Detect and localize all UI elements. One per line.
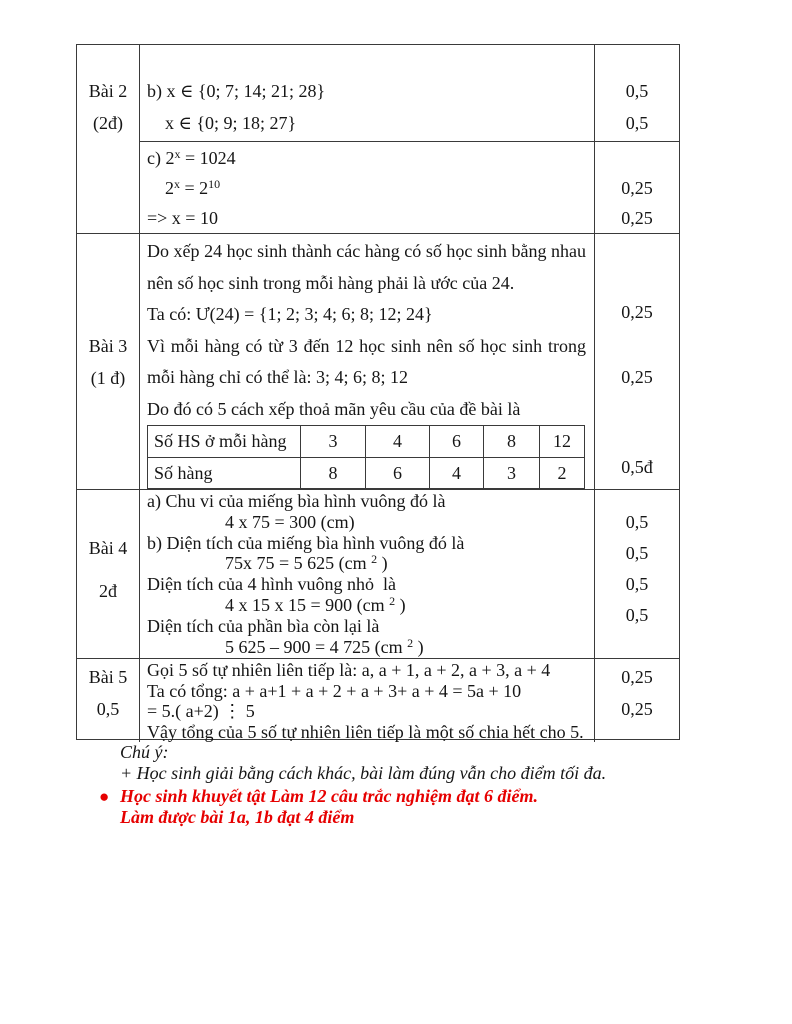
arrangement-cell: 6 [365, 458, 429, 488]
score-value: 0,25 [621, 178, 653, 198]
bai5-solution-cell [140, 659, 595, 742]
table-row-bai3 [77, 233, 679, 489]
solution-line: => x = 10 [147, 208, 218, 228]
arrangement-cell: 2 [539, 458, 584, 488]
table-row-bai2 [77, 45, 679, 233]
superscript: 2 [407, 635, 414, 650]
bai2-label: Bài 2 [88, 81, 128, 101]
arrangement-cell: 12 [539, 426, 584, 457]
solution-line: = 5.( a+2) ⋮ 5 [147, 701, 255, 722]
solution-line: b) Diện tích của miếng bìa hình vuông đó là [147, 532, 465, 553]
score-value: 0,5 [625, 574, 649, 594]
bai2b-solution-cell [140, 45, 595, 141]
bai5-points: 0,5 [96, 699, 120, 719]
bai4-score-cell [595, 490, 679, 658]
arrangement-cell: 3 [483, 458, 539, 488]
score-value: 0,5 [625, 113, 649, 133]
bai2-subrow-c [140, 141, 679, 233]
superscript: 10 [208, 177, 221, 191]
arrangement-cell: 4 [365, 426, 429, 457]
solution-line: 4 x 75 = 300 (cm) [225, 511, 355, 532]
solution-line: Ta có tổng: a + a+1 + a + 2 + a + 3+ a + 4 = 5a + 10 [147, 680, 522, 701]
bai3-solution-cell [140, 234, 595, 489]
solution-line: Gọi 5 số tự nhiên liên tiếp là: a, a + 1, a + 2, a + 3, a + 4 [147, 660, 551, 680]
arrangement-header: Số hàng [154, 463, 213, 483]
bai4-label: Bài 4 [88, 538, 128, 558]
score-value: 0,5đ [621, 457, 653, 477]
score-value: 0,5 [625, 605, 649, 625]
solution-line: 75x 75 = 5 625 (cm $^2$ ) [225, 552, 388, 574]
bai3-points: (1 đ) [90, 368, 126, 388]
notes-title: Chú ý: [120, 742, 169, 762]
notes-line: + Học sinh giải bằng cách khác, bài làm đúng vẫn cho điểm tối đa. [120, 763, 607, 783]
superscript: 2 [389, 593, 396, 608]
score-value: 0,25 [621, 699, 653, 719]
solution-line: a) Chu vi của miếng bìa hình vuông đó là [147, 491, 446, 511]
score-value: 0,25 [621, 302, 653, 322]
bai4-solution-cell [140, 490, 595, 658]
table-row-bai4 [77, 489, 679, 658]
superscript: 2 [371, 552, 378, 567]
bai2b-score-cell [595, 45, 679, 141]
arrangement-cell: 8 [483, 426, 539, 457]
bai5-label: Bài 5 [88, 667, 128, 687]
arrangement-table [147, 425, 585, 489]
bai2c-solution-cell [140, 142, 595, 233]
bai4-label-cell [77, 490, 140, 658]
score-value: 0,25 [621, 208, 653, 228]
note-bullet-text: Làm được bài 1a, 1b đạt 4 điểm [120, 807, 355, 827]
solution-line: Do xếp 24 học sinh thành các hàng có số học sinh bằng nhau [147, 241, 586, 261]
bai2-content-stack [140, 45, 679, 233]
arrangement-cell: 6 [429, 426, 483, 457]
bai3-label: Bài 3 [88, 336, 128, 356]
answer-key-table [76, 44, 680, 740]
bai5-label-cell [77, 659, 140, 742]
bai2-subrow-b [140, 45, 679, 141]
bai4-points: 2đ [99, 581, 117, 601]
superscript: x [174, 177, 180, 191]
solution-line: Diện tích của phần bìa còn lại là [147, 615, 380, 636]
notes-section [99, 742, 680, 828]
superscript: x [174, 147, 181, 161]
solution-line: 5 625 – 900 = 4 725 (cm $^2$ ) [225, 635, 424, 657]
solution-line: Diện tích của 4 hình vuông nhỏ là [147, 574, 396, 595]
notes-bullets [99, 786, 680, 828]
solution-line: mỗi hàng chỉ có thể là: 3; 4; 6; 8; 12 [147, 367, 408, 387]
solution-line: x ∈ {0; 9; 18; 27} [165, 113, 297, 133]
solution-line: 4 x 15 x 15 = 900 (cm $^2$ ) [225, 593, 406, 615]
arrangement-cell: 8 [300, 458, 365, 488]
arrangement-cell: 3 [300, 426, 365, 457]
solution-line: nên số học sinh trong mỗi hàng phải là ước của 24. [147, 272, 515, 293]
score-value: 0,5 [625, 512, 649, 532]
bullet-icon: ● [99, 787, 110, 806]
bai2-label-cell [77, 45, 140, 233]
note-bullet-item [99, 786, 680, 807]
score-value: 0,5 [625, 81, 649, 101]
bai2-points: (2đ) [93, 113, 123, 133]
solution-line: $2^x = 2^{10}$ [165, 177, 221, 198]
note-bullet-item [120, 807, 680, 828]
bai3-label-cell [77, 234, 140, 489]
score-value: 0,5 [625, 543, 649, 563]
solution-line: Do đó có 5 cách xếp thoả mãn yêu cầu của đề bài là [147, 398, 521, 419]
table-row-bai5 [77, 658, 679, 742]
arrangement-cell: 4 [429, 458, 483, 488]
solution-line: Ta có: Ư(24) = {1; 2; 3; 4; 6; 8; 12; 24} [147, 304, 433, 324]
bai2c-score-cell [595, 142, 679, 233]
solution-line: c) $2^x = 1024$ [147, 147, 236, 168]
note-bullet-text: Học sinh khuyết tật Làm 12 câu trắc nghiệm đạt 6 điểm. [120, 786, 539, 806]
solution-line: Vậy tổng của 5 số tự nhiên liên tiếp là một số chia hết cho 5. [147, 721, 584, 742]
solution-line: b) x ∈ {0; 7; 14; 21; 28} [147, 81, 326, 101]
arrangement-table-row [148, 426, 584, 457]
arrangement-header: Số HS ở mỗi hàng [154, 431, 287, 451]
arrangement-table-row [148, 457, 584, 488]
score-value: 0,25 [621, 667, 653, 687]
bai3-score-cell [595, 234, 679, 489]
solution-line: Vì mỗi hàng có từ 3 đến 12 học sinh nên số học sinh trong [147, 335, 586, 356]
bai5-score-cell [595, 659, 679, 742]
score-value: 0,25 [621, 367, 653, 387]
